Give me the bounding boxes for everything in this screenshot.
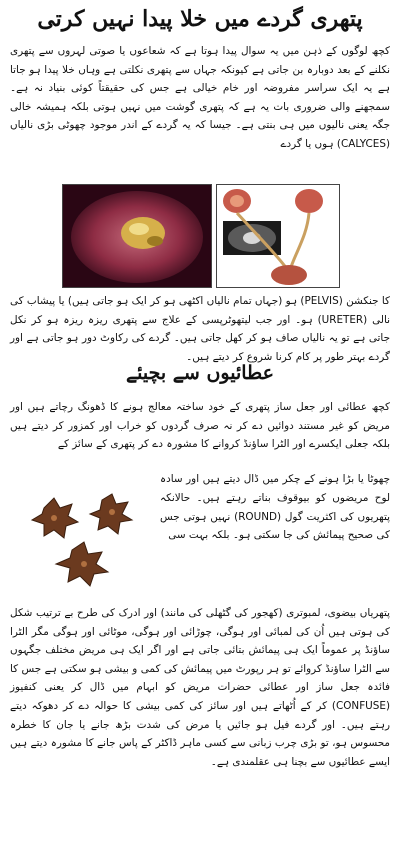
paragraph-quacks-continued: چھوٹا یا بڑا ہونے کے چکر میں ڈال دیتے ہیں اور سادہ لوح مریضوں کو بیوقوف بناتے رہتے ہیں۔ حالانکہ پتھریوں کی اکثریت گول (ROUND) نہیں ہوتی جس کی صحیح پیمائش کی جا سکتی ہو۔ بلکہ بہت سی: [160, 473, 390, 542]
paragraph-stone-shapes: پتھریاں بیضوی، لمبوتری (کھجور کی گٹھلی کی مانند) اور ادرک کی طرح بے ترتیب شکل کی ہوتی ہیں اُن کی لمبائی اور ہوگی، چوڑائی اور ہوگی، موٹائی اور ہوگی مگر الٹرا ساؤنڈ پر عموماً ایک ہی پیمائش بتائی جاتی ہے اور اگر ایک ہی مریض مختلف جگہوں سے الٹرا ساؤنڈ کروائے تو ہر رپورٹ میں پیمائش کی کمی و بیشی ہو سکتی ہے جس کا فائدہ جعل ساز اور عطائی حضرات مریض کو ابہام میں ڈال کر یعنی کنفیوز (CONFUSE) کر کے اُٹھاتے ہیں اور سائز کی کمی بیشی کا حوالہ دے کر دھوکہ دیتے رہتے ہیں۔ اور گردے فیل ہو جائیں یا مرض کی شدت بڑھ جانے یا جان کا خطرہ محسوس ہو، تو بڑی چرب زبانی سے کسی ماہر ڈاکٹر کے پاس جانے کا مشورہ دیتے ہیں ایسے عطائیوں سے بچنا ہی عقلمندی ہے۔: [10, 607, 390, 768]
paragraph-pelvis-ureter: کا جنکشن (PELVIS) ہو (جہاں تمام نالیاں اکٹھی ہو کر ایک ہو جاتی ہیں) یا پیشاب کی نالی (URETER) ہو۔ اور جب لیتھوٹرپسی کے علاج سے پتھری ریزہ ریزہ ہو کر نکل جاتی ہے تو یہ نالیاں صاف ہو کر کھل جاتی ہیں۔ گردے کی رکاوٹ دور ہو جاتی ہے اور گردے بہتر طور پر کام کرنا شروع کر دیتے ہیں۔: [10, 295, 391, 363]
endoscopy-illustration: [63, 185, 211, 287]
kidney-diagram-illustration: [217, 185, 339, 287]
section-heading: عطائیوں سے بچیئے: [126, 362, 274, 384]
paragraph-intro: کچھ لوگوں کے ذہن میں یہ سوال پیدا ہوتا ہے کہ شعاعوں یا صوتی لہروں سے پتھری نکلنے کے بعد دوبارہ بن جاتی ہے کیونکہ جہاں سے پتھری نکلتی ہے وہاں خلا پیدا ہو جاتا ہے یہ ایک سراسر مفروضہ اور خام خیالی ہے جس کی حقیقتاً کوئی بنیاد نہ ہے۔ سمجھنے والی ضروری بات یہ ہے کہ پتھری گوشت میں نہیں ہوتی بلکہ ہمیشہ خالی جگہ یعنی نالیوں میں ہی بنتی ہے۔ جیسا کہ یہ گردے کے اندر موجود چھوٹی بڑی نالیاں (CALYCES) ہوں یا گردے: [10, 45, 390, 150]
page-title: پتھری گردے میں خلا پیدا نہیں کرتی: [37, 6, 363, 32]
paragraph-quacks: کچھ عطائی اور جعل ساز پتھری کے خود ساختہ معالج ہونے کا ڈھونگ رچاتے ہیں اور مریض کو غیر مستند دوائیں دے کر نہ صرف گردوں کو خراب اور کمزور کر دیتے ہیں بلکہ جعلی ایکسرے اور الٹرا ساؤنڈ کروانے کا مشورہ دے کر پتھری کے سائز کے: [10, 401, 390, 451]
kidney-ct-image: [216, 184, 340, 288]
kidney-stones-illustration: [14, 488, 152, 594]
endoscopy-image: [62, 184, 212, 288]
kidney-stones-image: [14, 488, 152, 594]
